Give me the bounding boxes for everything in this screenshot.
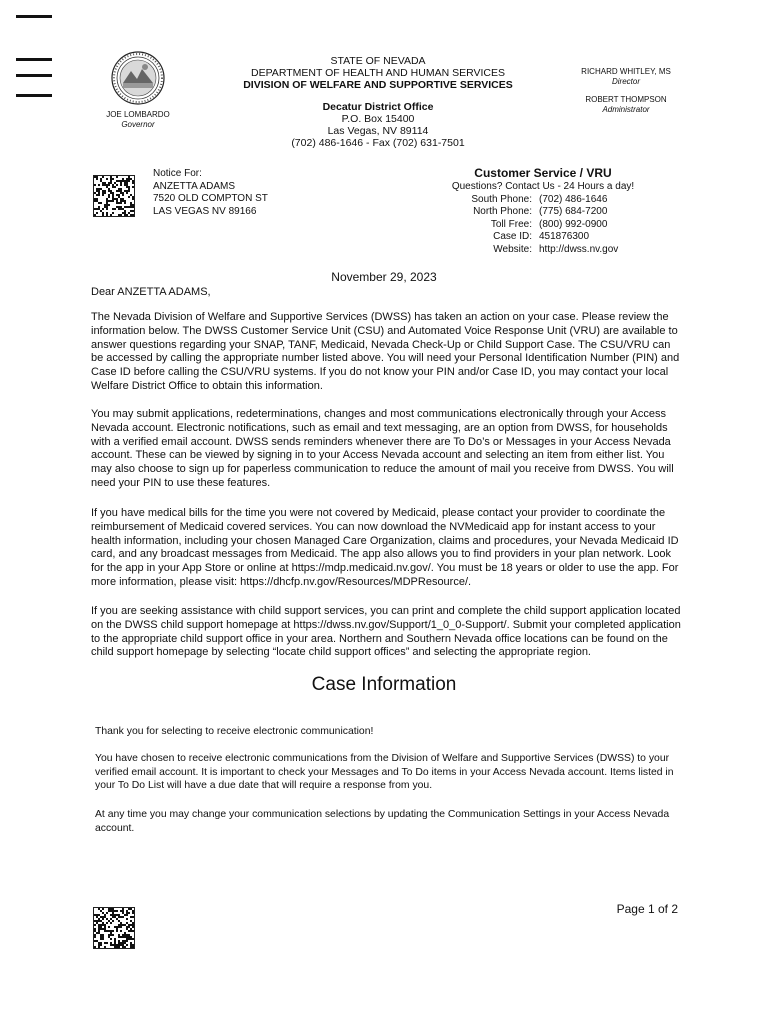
director-name: RICHARD WHITLEY, MS bbox=[581, 67, 671, 76]
customer-service-block bbox=[448, 166, 688, 256]
qr-code-icon bbox=[93, 907, 135, 949]
contact-row: North Phone: (775) 684-7200 bbox=[473, 206, 608, 217]
contact-row: Case ID: 451876300 bbox=[493, 231, 590, 242]
administrator-name: ROBERT THOMPSON bbox=[585, 95, 667, 104]
case-paragraph: At any time you may change your communication selections by updating the Communication Settings in your Access Nevada account. bbox=[95, 809, 670, 834]
office-city: Las Vegas, NV 89114 bbox=[327, 125, 429, 137]
agency-header bbox=[238, 55, 518, 149]
po-box: P.O. Box 15400 bbox=[341, 113, 415, 125]
department-name: DEPARTMENT OF HEALTH AND HUMAN SERVICES bbox=[251, 67, 505, 79]
governor-title: Governor bbox=[121, 120, 155, 129]
contact-row: Website: http://dwss.nv.gov bbox=[493, 243, 619, 255]
officials-block bbox=[572, 67, 680, 115]
letter-paragraph: If you are seeking assistance with child support services, you can print and complete the child support application located on the DWSS child support homepage at https://dwss.nv.gov/Support/1_0_0-Support/. Submit your completed application to the appropriate child support office in your area. Northern and Southern Nevada office locations can be found on the child support homepage by selecting “locate child support offices” and selecting the appropriate region. bbox=[91, 605, 681, 659]
office-name: Decatur District Office bbox=[322, 101, 434, 113]
menu-icon[interactable] bbox=[16, 10, 56, 102]
contact-row: South Phone: (702) 486-1646 bbox=[471, 193, 608, 205]
salutation: Dear ANZETTA ADAMS, bbox=[91, 286, 211, 298]
division-name: DIVISION OF WELFARE AND SUPPORTIVE SERVICES bbox=[243, 79, 513, 91]
letter-paragraph: If you have medical bills for the time you were not covered by Medicaid, please contact your provider to coordinate the reimbursement of Medicaid covered services. You can now download the NVMedicaid app for instant access to your health information, including your chosen Managed Care Organization, claims and procedures, your Nevada Medicaid ID card, and any broadcast messages from Medicaid. The app also allows you to find providers in your plan network. Look for the app in your App Store or online at https://mdp.medicaid.nv.gov/. You must be 18 years or older to use the app. For more information, please visit: https://dhcfp.nv.gov/Resources/MDPResource/. bbox=[91, 507, 679, 588]
notice-recipient bbox=[153, 168, 353, 218]
case-paragraph: You have chosen to receive electronic communications from the Division of Welfare and Supportive Services (DWSS) to your verified email account. It is important to check your Messages and To Do items in your Access Nevada account. Items listed in your To Do List will have a due date that will require a response from you. bbox=[95, 753, 674, 791]
recipient-name: ANZETTA ADAMS bbox=[153, 180, 236, 192]
office-phone-fax: (702) 486-1646 - Fax (702) 631-7501 bbox=[291, 137, 465, 149]
director-title: Director bbox=[611, 77, 640, 86]
recipient-city: LAS VEGAS NV 89166 bbox=[153, 205, 257, 217]
contact-row: Toll Free: (800) 992-0900 bbox=[490, 218, 608, 230]
governor-name: JOE LOMBARDO bbox=[106, 110, 170, 119]
qr-code-icon bbox=[93, 175, 135, 217]
case-id-value: 451876300 bbox=[539, 231, 590, 242]
letter-paragraph: The Nevada Division of Welfare and Supportive Services (DWSS) has taken an action on your case. Please review the information below. The DWSS Customer Service Unit (CSU) and Automated Voice Response Unit (VRU) are available to answer questions regarding your SNAP, TANF, Medicaid, Nevada Check-Up or Child Support Case. The CSU/VRU can be accessed by calling the appropriate number listed above. You will need your Personal Identification Number (PIN) and Case ID before calling the CSU/VRU systems. If you do not know your PIN and/or Case ID, you may contact your local Welfare District Office to obtain this information. bbox=[91, 311, 680, 392]
state-name: STATE OF NEVADA bbox=[330, 55, 426, 67]
letter-paragraph: You may submit applications, redeterminations, changes and most communications electronically through your Access Nevada account. Electronic notifications, such as email and text messaging, are an option from DWSS, for households with a verified email account. DWSS sends reminders whenever there are To Do’s or Messages in your Access Nevada account. These can be viewed by signing in to your Access Nevada account and selecting an item from either list. You may also choose to sign up for paperless communication to reduce the amount of mail you receive from DWSS. You will need your PIN to use these features. bbox=[91, 408, 674, 489]
customer-service-subtitle: Questions? Contact Us - 24 Hours a day! bbox=[451, 181, 635, 192]
recipient-street: 7520 OLD COMPTON ST bbox=[153, 193, 268, 204]
website-link[interactable]: http://dwss.nv.gov bbox=[539, 243, 619, 255]
governor-block bbox=[98, 110, 178, 130]
letter-date: November 29, 2023 bbox=[331, 270, 437, 284]
case-paragraph: Thank you for selecting to receive electronic communication! bbox=[95, 726, 374, 737]
nevada-seal-icon bbox=[111, 51, 165, 105]
administrator-title: Administrator bbox=[602, 105, 650, 114]
page-number: Page 1 of 2 bbox=[616, 902, 678, 916]
notice-label: Notice For: bbox=[153, 168, 202, 179]
customer-service-title: Customer Service / VRU bbox=[474, 166, 612, 180]
case-information-heading: Case Information bbox=[311, 674, 457, 695]
